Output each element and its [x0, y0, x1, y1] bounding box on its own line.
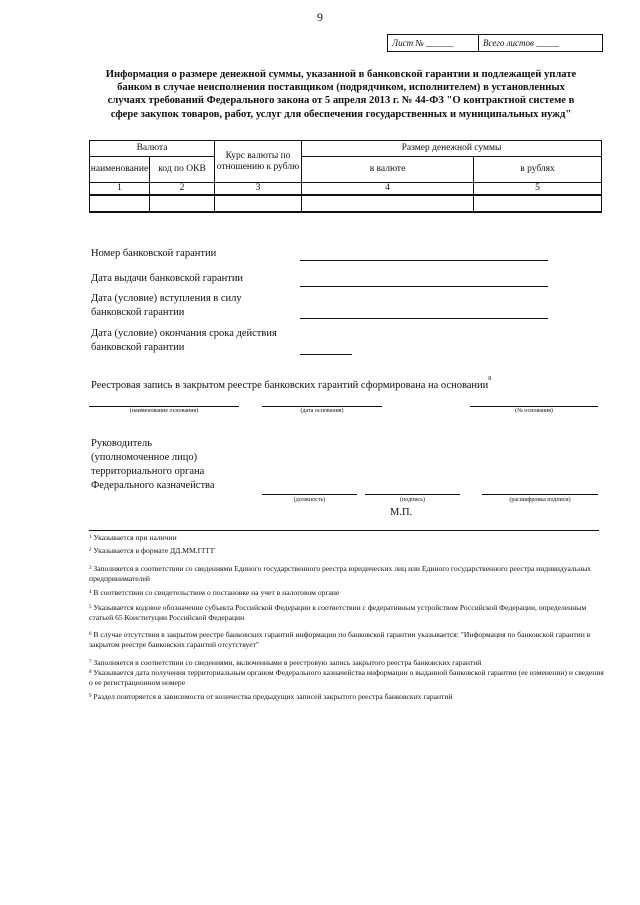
footnote: $^6$ В случае отсутствия в закрытом реестре банковских гарантий информации по банковской гарантии указывается: "Информация по банковской гарантии в закрытом реестре банковских гарантий отсутствует" — [89, 630, 591, 649]
footnote: $^2$ Указывается в формате ДД.ММ.ГГГГ — [89, 546, 216, 555]
signature-decoding-caption: (расшифровка подписи) — [509, 497, 571, 503]
sheet-counter-box — [387, 34, 603, 52]
footnote-ref: 8 — [488, 376, 492, 382]
amount-header: Размер денежной суммы — [302, 141, 602, 157]
footnote: $^1$ Указывается при наличии — [89, 533, 177, 542]
rate-cell[interactable] — [215, 195, 302, 212]
footnote: $^3$ Заполняется в соответствии со сведениями Единого государственного реестра юридических лиц или Единого государственного реестра индивидуальных предпринимателей — [89, 564, 592, 583]
footnote: $^9$ Раздел повторяется в зависимости от количества предыдущих записей закрытого реестра банковских гарантий — [89, 692, 453, 701]
effective-date-label: Дата (условие) вступления в силу банковской гарантии — [91, 293, 242, 318]
okv-code-header: код по ОКВ — [150, 157, 215, 183]
end-date-line[interactable] — [300, 354, 352, 355]
sheet-number-field[interactable]: Лист № ______ — [388, 35, 479, 51]
in-rubles-header: в рублях — [474, 157, 602, 183]
footnote: $^7$ Заполняется в соответствии со сведениями, включенными в реестровую запись закрытого реестра банковских гарантий — [89, 658, 482, 667]
position-line[interactable] — [262, 494, 357, 495]
end-date-label: Дата (условие) окончания срока действия банковской гарантии — [91, 328, 277, 353]
signature-line[interactable] — [365, 494, 460, 495]
basis-name-line[interactable] — [89, 406, 239, 407]
amount-rubles-cell[interactable] — [474, 195, 602, 212]
column-number: 4 — [302, 183, 474, 196]
amount-currency-cell[interactable] — [302, 195, 474, 212]
okv-code-cell[interactable] — [150, 195, 215, 212]
guarantee-number-label: Номер банковской гарантии — [91, 248, 217, 259]
rate-header: Курс валюты по отношению к рублю — [215, 141, 302, 183]
issue-date-line[interactable] — [300, 286, 548, 287]
guarantee-number-line[interactable] — [300, 260, 548, 261]
issue-date-label: Дата выдачи банковской гарантии — [91, 273, 244, 284]
signer-line: Федерального казначейства — [91, 480, 215, 491]
footnote: $^8$ Указывается дата получения территориальным органом Федерального казначейства информации о выданной банковской гарантии (ее изменении) и сведения о ее регистрационном номере — [89, 668, 604, 687]
basis-date-line[interactable] — [262, 406, 382, 407]
signer-line: территориального органа — [91, 466, 205, 477]
signature-caption: (подпись) — [400, 497, 425, 503]
total-sheets-field[interactable]: Всего листов _____ — [483, 38, 559, 48]
column-number: 3 — [215, 183, 302, 196]
footnote: $^5$ Указывается кодовое обозначение субъекта Российской Федерации в соответствии с федеративным устройством Российской Федерации, определенным статьей 65 Конституции Российской Федерации — [89, 603, 587, 622]
basis-number-caption: (№ основания) — [515, 408, 553, 414]
effective-date-line[interactable] — [300, 318, 548, 319]
footnote-separator — [89, 530, 599, 531]
money-amount-table — [89, 140, 602, 213]
signature-decoding-line[interactable] — [482, 494, 598, 495]
column-number: 2 — [150, 183, 215, 196]
column-number: 1 — [90, 183, 150, 196]
signer-line: Руководитель — [91, 438, 152, 449]
position-caption: (должность) — [293, 497, 326, 503]
in-currency-header: в валюте — [302, 157, 474, 183]
signer-block — [91, 437, 215, 493]
registry-record-text: Реестровая запись в закрытом реестре банковских гарантий сформирована на основании$^8$ — [91, 376, 492, 391]
footnote: $^4$ В соответствии со свидетельством о постановке на учет в налоговом органе — [89, 588, 340, 597]
currency-header: Валюта — [90, 141, 215, 157]
column-number: 5 — [474, 183, 602, 196]
basis-date-caption: (дата основания) — [300, 408, 344, 414]
page-number: 9 — [317, 10, 323, 24]
currency-name-header: наименование — [90, 157, 150, 183]
stamp-place: М.П. — [390, 507, 413, 518]
basis-name-caption: (наименование основания) — [129, 408, 199, 414]
document-title: Информация о размере денежной суммы, указанной в банковской гарантии и подлежащей уплате банком в случае неисполнения поставщиком (подрядчиком, исполнителем) в установленных случаях требований Федерального закона от 5 апреля 2013 г. № 44-ФЗ "О контрактной системе в сфере закупок товаров, работ, услуг для обеспечения государственных и муниципальных нужд" — [105, 69, 577, 120]
signer-line: (уполномоченное лицо) — [91, 452, 198, 463]
basis-number-line[interactable] — [470, 406, 598, 407]
currency-name-cell[interactable] — [90, 195, 150, 212]
